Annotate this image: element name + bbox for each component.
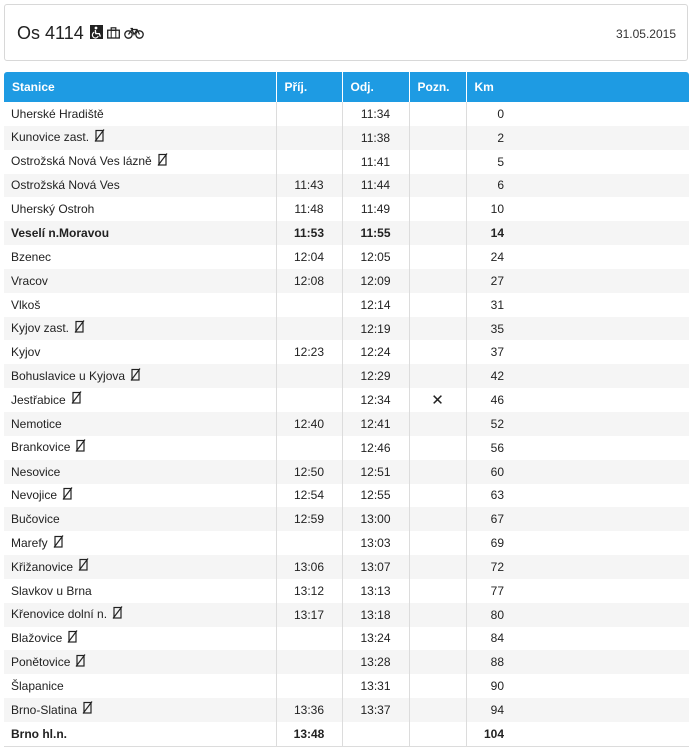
stop-note xyxy=(409,340,466,364)
stop-km: 69 xyxy=(490,536,504,551)
stop-arrival xyxy=(276,317,342,341)
stop-row xyxy=(4,364,689,388)
stop-row xyxy=(4,603,689,627)
stop-km: 90 xyxy=(490,679,504,694)
column-header-km: Km xyxy=(466,72,689,102)
stop-name-cell xyxy=(4,484,276,508)
stop-note xyxy=(409,531,466,555)
stop-name: Uherský Ostroh xyxy=(11,202,95,217)
stop-row xyxy=(4,674,689,698)
stop-arrival: 13:48 xyxy=(276,722,342,746)
stop-name-cell xyxy=(4,269,276,293)
stop-row xyxy=(4,388,689,412)
timetable xyxy=(4,72,689,747)
stop-departure: 11:38 xyxy=(342,126,409,150)
stop-departure: 11:44 xyxy=(342,174,409,198)
stop-departure: 11:41 xyxy=(342,150,409,174)
stop-arrival xyxy=(276,650,342,674)
stop-name-cell xyxy=(4,722,276,746)
stop-km: 104 xyxy=(466,722,689,746)
stop-name: Kyjov xyxy=(11,345,41,360)
stop-row xyxy=(4,436,689,460)
stop-km: 37 xyxy=(490,345,504,360)
stop-note-mark: ✕ xyxy=(431,391,444,409)
stop-row xyxy=(4,221,689,245)
stop-note xyxy=(409,388,466,412)
stop-name: Brankovice xyxy=(11,440,71,455)
stop-arrival: 13:17 xyxy=(276,603,342,627)
stop-departure: 13:24 xyxy=(342,627,409,651)
stop-km: 63 xyxy=(490,488,504,503)
stop-name-cell xyxy=(4,340,276,364)
stop-arrival: 13:36 xyxy=(276,698,342,722)
stop-note xyxy=(409,126,466,150)
stop-km: 35 xyxy=(466,317,689,341)
stop-km: 0 xyxy=(497,106,504,121)
stop-km: 5 xyxy=(497,154,504,169)
stop-km: 77 xyxy=(490,583,504,598)
timetable-header-row xyxy=(4,72,689,102)
bicycle-icon xyxy=(124,23,144,44)
stop-arrival: 13:06 xyxy=(276,555,342,579)
stop-arrival xyxy=(276,388,342,412)
stop-note xyxy=(409,460,466,484)
stop-km: 88 xyxy=(466,650,689,674)
stop-name: Uherské Hradiště xyxy=(11,106,104,121)
stop-km: 80 xyxy=(466,603,689,627)
stop-km: 27 xyxy=(466,269,689,293)
stop-row xyxy=(4,197,689,221)
stop-departure: 12:34 xyxy=(342,388,409,412)
stop-name-cell xyxy=(4,317,276,341)
stop-name: Jestřabice xyxy=(11,392,66,407)
stop-km: 2 xyxy=(466,126,689,150)
stop-arrival: 12:23 xyxy=(276,340,342,364)
stop-name-cell xyxy=(4,412,276,436)
stop-arrival: 12:08 xyxy=(276,269,342,293)
stop-note xyxy=(409,221,466,245)
stop-name: Nemotice xyxy=(11,416,62,431)
column-header-departure: Odj. xyxy=(342,72,409,102)
stop-note xyxy=(409,269,466,293)
stop-note xyxy=(409,579,466,603)
stop-departure: 13:18 xyxy=(342,603,409,627)
stop-km: 6 xyxy=(466,174,689,198)
stop-departure: 12:24 xyxy=(342,340,409,364)
stop-departure: 13:03 xyxy=(342,531,409,555)
stop-note xyxy=(409,650,466,674)
stop-row xyxy=(4,340,689,364)
stop-name-cell xyxy=(4,507,276,531)
train-number: Os 4114 xyxy=(17,23,84,43)
stop-arrival: 12:59 xyxy=(276,507,342,531)
stop-km: 60 xyxy=(466,460,689,484)
stop-name-cell xyxy=(4,221,276,245)
stop-departure: 12:14 xyxy=(342,293,409,317)
stop-note xyxy=(409,698,466,722)
train-date: 31.05.2015 xyxy=(615,27,676,41)
stop-row xyxy=(4,150,689,174)
stop-note xyxy=(409,150,466,174)
stop-name: Šlapanice xyxy=(11,679,64,694)
stop-arrival xyxy=(276,293,342,317)
stop-name-cell xyxy=(4,698,276,722)
stop-departure xyxy=(342,722,409,746)
stop-row xyxy=(4,627,689,651)
stop-name: Slavkov u Brna xyxy=(11,583,92,598)
stop-km: 31 xyxy=(490,297,504,312)
stop-note xyxy=(409,627,466,651)
stop-km: 42 xyxy=(466,364,689,388)
request-stop-icon xyxy=(157,153,168,169)
stop-row xyxy=(4,269,689,293)
stop-note xyxy=(409,507,466,531)
request-stop-icon xyxy=(130,368,141,384)
stop-row xyxy=(4,126,689,150)
stop-name: Ostrožská Nová Ves lázně xyxy=(11,154,152,169)
stop-arrival xyxy=(276,674,342,698)
stop-departure: 13:07 xyxy=(342,555,409,579)
stop-departure: 12:55 xyxy=(342,484,409,508)
stop-name: Křižanovice xyxy=(11,559,74,574)
stop-departure: 13:28 xyxy=(342,650,409,674)
stop-note xyxy=(409,674,466,698)
request-stop-icon xyxy=(74,320,85,336)
stop-note xyxy=(409,197,466,221)
stop-arrival: 12:40 xyxy=(276,412,342,436)
stop-arrival xyxy=(276,126,342,150)
stop-km: 84 xyxy=(490,631,504,646)
stop-row xyxy=(4,317,689,341)
stop-name-cell xyxy=(4,245,276,269)
stop-departure: 12:19 xyxy=(342,317,409,341)
request-stop-icon xyxy=(112,606,123,622)
stop-arrival: 12:54 xyxy=(276,484,342,508)
stop-arrival: 11:43 xyxy=(276,174,342,198)
stop-departure: 13:13 xyxy=(342,579,409,603)
timetable-body xyxy=(4,102,689,746)
stop-departure: 11:49 xyxy=(342,197,409,221)
stop-arrival xyxy=(276,627,342,651)
stop-name: Marefy xyxy=(11,535,48,550)
stop-name: Křenovice dolní n. xyxy=(11,607,108,622)
stop-note xyxy=(409,364,466,388)
stop-row xyxy=(4,555,689,579)
stop-row xyxy=(4,174,689,198)
stop-note xyxy=(409,174,466,198)
stop-name-cell xyxy=(4,126,276,150)
stop-row xyxy=(4,650,689,674)
stop-name: Ostrožská Nová Ves xyxy=(11,178,120,193)
request-stop-icon xyxy=(53,535,64,551)
request-stop-icon xyxy=(67,630,78,646)
stop-name: Nesovice xyxy=(11,464,61,479)
stop-note xyxy=(409,722,466,746)
stop-arrival xyxy=(276,531,342,555)
stop-note xyxy=(409,245,466,269)
stop-name: Bzenec xyxy=(11,249,52,264)
stop-arrival xyxy=(276,436,342,460)
stop-row xyxy=(4,460,689,484)
request-stop-icon xyxy=(75,654,86,670)
stop-row xyxy=(4,722,689,746)
stop-row xyxy=(4,484,689,508)
stop-row xyxy=(4,698,689,722)
stop-name-cell xyxy=(4,531,276,555)
stop-arrival: 11:48 xyxy=(276,197,342,221)
wheelchair-icon xyxy=(90,23,103,44)
column-header-note: Pozn. xyxy=(409,72,466,102)
stop-name-cell xyxy=(4,102,276,126)
train-header xyxy=(4,4,688,61)
stop-name-cell xyxy=(4,674,276,698)
stop-row xyxy=(4,293,689,317)
stop-note xyxy=(409,102,466,126)
stop-row xyxy=(4,412,689,436)
stop-km: 24 xyxy=(490,249,504,264)
stop-km: 72 xyxy=(466,555,689,579)
stop-name: Kyjov zast. xyxy=(11,321,70,336)
stop-departure: 11:34 xyxy=(342,102,409,126)
stop-arrival xyxy=(276,364,342,388)
stop-name: Veselí n.Moravou xyxy=(11,226,110,241)
request-stop-icon xyxy=(78,558,89,574)
stop-name-cell xyxy=(4,174,276,198)
stop-name-cell xyxy=(4,388,276,412)
luggage-icon xyxy=(107,23,120,44)
stop-name: Vracov xyxy=(11,273,48,288)
request-stop-icon xyxy=(94,129,105,145)
stop-departure: 13:00 xyxy=(342,507,409,531)
stop-name: Bučovice xyxy=(11,512,60,527)
stop-note xyxy=(409,412,466,436)
request-stop-icon xyxy=(62,487,73,503)
stop-name: Vlkoš xyxy=(11,297,41,312)
stop-departure: 12:46 xyxy=(342,436,409,460)
stop-arrival xyxy=(276,150,342,174)
stop-km: 94 xyxy=(466,698,689,722)
stop-name-cell xyxy=(4,650,276,674)
stop-name-cell xyxy=(4,436,276,460)
stop-name-cell xyxy=(4,364,276,388)
stop-departure: 13:31 xyxy=(342,674,409,698)
request-stop-icon xyxy=(75,439,86,455)
stop-km: 46 xyxy=(490,393,504,408)
stop-name-cell xyxy=(4,293,276,317)
request-stop-icon xyxy=(82,701,93,717)
stop-departure: 12:51 xyxy=(342,460,409,484)
stop-name-cell xyxy=(4,627,276,651)
stop-departure: 12:41 xyxy=(342,412,409,436)
stop-name-cell xyxy=(4,460,276,484)
stop-departure: 12:05 xyxy=(342,245,409,269)
stop-arrival: 12:04 xyxy=(276,245,342,269)
stop-name-cell xyxy=(4,555,276,579)
stop-name: Brno hl.n. xyxy=(11,726,67,741)
stop-departure: 12:09 xyxy=(342,269,409,293)
stop-departure: 11:55 xyxy=(342,221,409,245)
stop-note xyxy=(409,603,466,627)
stop-name-cell xyxy=(4,197,276,221)
stop-name: Blažovice xyxy=(11,631,63,646)
column-header-arrival: Příj. xyxy=(276,72,342,102)
stop-km: 67 xyxy=(466,507,689,531)
stop-note xyxy=(409,555,466,579)
stop-note xyxy=(409,484,466,508)
stop-note xyxy=(409,293,466,317)
stop-name: Ponětovice xyxy=(11,654,71,669)
stop-note xyxy=(409,317,466,341)
stop-km: 14 xyxy=(466,221,689,245)
stop-arrival: 12:50 xyxy=(276,460,342,484)
stop-km: 52 xyxy=(466,412,689,436)
stop-row xyxy=(4,579,689,603)
request-stop-icon xyxy=(71,391,82,407)
stop-name: Brno-Slatina xyxy=(11,702,78,717)
stop-note xyxy=(409,436,466,460)
stop-name-cell xyxy=(4,579,276,603)
stop-row xyxy=(4,531,689,555)
stop-km: 56 xyxy=(490,440,504,455)
stop-name: Nevojice xyxy=(11,488,58,502)
stop-arrival: 13:12 xyxy=(276,579,342,603)
train-title xyxy=(17,23,144,44)
stop-departure: 12:29 xyxy=(342,364,409,388)
stop-name-cell xyxy=(4,150,276,174)
stop-name: Kunovice zast. xyxy=(11,130,90,145)
stop-departure: 13:37 xyxy=(342,698,409,722)
stop-row xyxy=(4,102,689,126)
stop-arrival: 11:53 xyxy=(276,221,342,245)
stop-arrival xyxy=(276,102,342,126)
stop-row xyxy=(4,507,689,531)
stop-km: 10 xyxy=(490,202,504,217)
column-header-station: Stanice xyxy=(4,72,276,102)
stop-name-cell xyxy=(4,603,276,627)
stop-row xyxy=(4,245,689,269)
stop-name: Bohuslavice u Kyjova xyxy=(11,368,126,383)
